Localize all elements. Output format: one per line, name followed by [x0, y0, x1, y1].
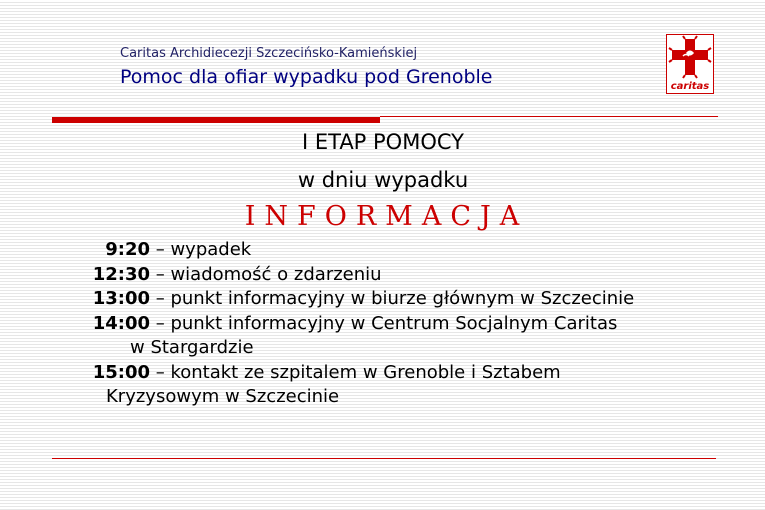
entry-time: 12:30 — [92, 263, 150, 285]
timeline-entry — [84, 287, 744, 312]
entry-time: 9:20 — [105, 239, 150, 260]
entry-time: 13:00 — [92, 288, 150, 309]
entry-text: – punkt informacyjny w Centrum Socjalnym Caritas — [150, 312, 618, 334]
caritas-logo — [666, 34, 714, 94]
timeline-entry — [84, 361, 744, 386]
entry-continuation: w Stargardzie — [130, 337, 254, 358]
entry-text: – wypadek — [150, 239, 252, 260]
stage-heading: I ETAP POMOCY — [301, 130, 464, 154]
entry-time: 14:00 — [92, 312, 150, 334]
header-divider-thin — [380, 116, 718, 117]
logo-text: caritas — [670, 81, 710, 92]
stage-subtitle: w dniu wypadku — [297, 168, 469, 192]
timeline-list — [84, 238, 744, 410]
entry-text: – kontakt ze szpitalem w Grenoble i Sztabem — [150, 361, 561, 383]
entry-time: 15:00 — [92, 361, 150, 383]
timeline-entry — [84, 238, 744, 263]
header-divider-thick — [52, 117, 380, 123]
caritas-cross-icon — [667, 35, 713, 79]
timeline-entry — [84, 263, 744, 288]
entry-text: – wiadomość o zdarzeniu — [150, 263, 382, 285]
entry-text: – punkt informacyjny w biurze głównym w Szczecinie — [150, 288, 635, 309]
information-heading: INFORMACJA — [244, 201, 529, 232]
footer-divider — [52, 458, 716, 459]
timeline-entry — [84, 312, 744, 337]
entry-continuation: Kryzysowym w Szczecinie — [106, 386, 340, 407]
organization-name: Caritas Archidiecezji Szczecińsko-Kamieńskiej — [120, 46, 418, 61]
slide-title: Pomoc dla ofiar wypadku pod Grenoble — [120, 66, 493, 88]
